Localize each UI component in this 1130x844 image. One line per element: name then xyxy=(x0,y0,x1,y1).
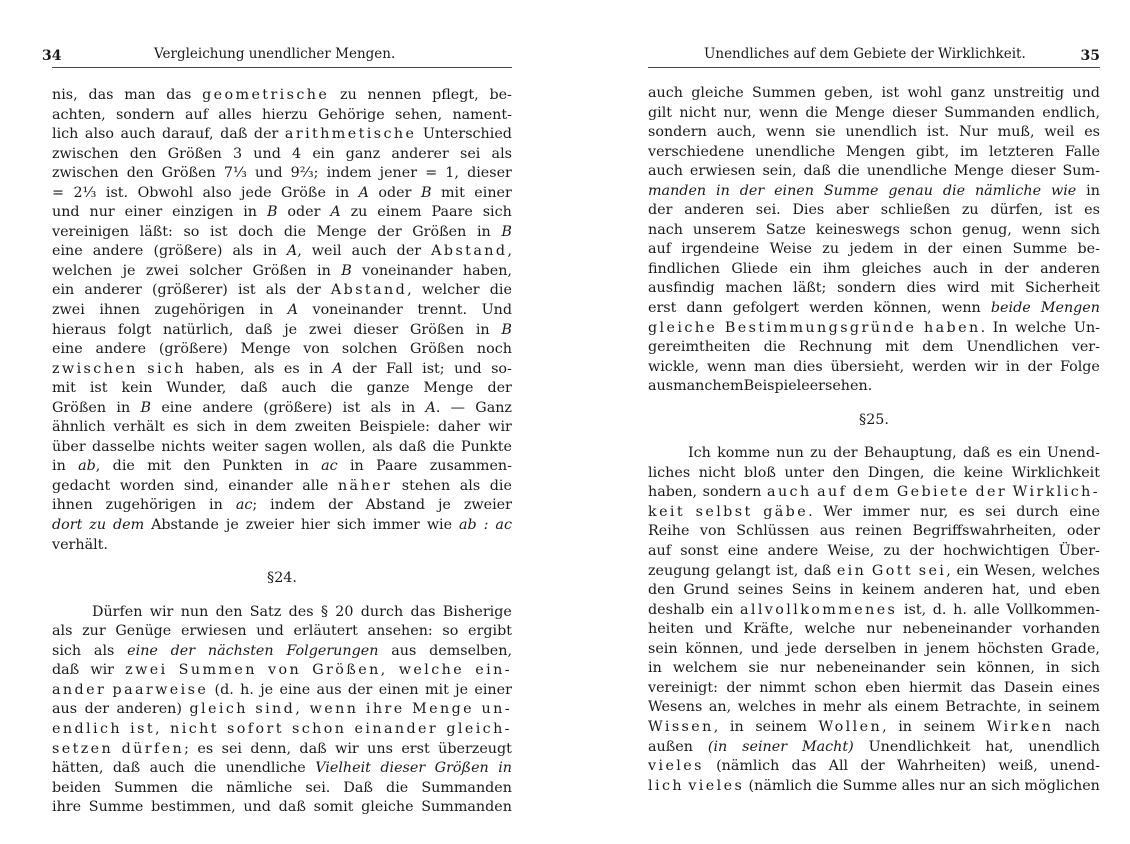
text-line: erst dann gefolgert werden können, wenn beide Mengen xyxy=(648,300,1100,317)
text-line: Wissen, in seinem Wollen, in seinem Wirken nach xyxy=(648,718,1100,735)
text-line: ihre Summe bestimmen, und daß somit gleiche Summanden xyxy=(52,799,512,816)
text-line: beiden Summen die nämliche sei. Daß die Summanden xyxy=(52,779,512,796)
left-page-header xyxy=(42,44,512,70)
left-header-rule xyxy=(52,67,512,68)
text-line: Wesens an, welches in mehr als einem Betrachte, in seinem xyxy=(648,699,1100,716)
text-line: liches nicht bloß unter den Dingen, die keine Wirklichkeit xyxy=(648,464,1100,481)
text-line: zwei ihnen zugehörigen in A voneinander trennt. Und xyxy=(52,302,512,319)
text-line: sich als eine der nächsten Folgerungen aus demselben, xyxy=(52,642,512,659)
right-page-text xyxy=(648,84,1100,796)
text-line: zeugung gelangt ist, daß ein Gott sei, ein Wesen, welches xyxy=(648,562,1100,579)
text-line: dort zu dem Abstande je zweier hier sich immer wie ab : ac xyxy=(52,517,512,534)
text-line: manden in der einen Summe genau die nämliche wie in xyxy=(648,182,1100,199)
text-line: ein anderer (größerer) ist als der Abstand, welcher die xyxy=(52,282,512,299)
text-line: achten, sondern auf alles hierzu Gehörige sehen, nament- xyxy=(52,106,512,123)
text-line: ihnen zugehörigen in ac; indem der Abstand je zweier xyxy=(52,497,512,514)
text-line: keit selbst gäbe. Wer immer nur, es sei durch eine xyxy=(648,503,1100,520)
text-line: gereimtheiten die Rechnung mit dem Unendlichen ver- xyxy=(648,339,1100,356)
text-line: Ich komme nun zu der Behauptung, daß es ein Unend- xyxy=(688,445,1100,462)
text-line: gilt nicht nur, wenn die Menge dieser Summanden endlich, xyxy=(648,104,1100,121)
text-line: haben, sondern auch auf dem Gebiete der Wirklich- xyxy=(648,484,1100,501)
right-header-rule xyxy=(648,67,1100,68)
text-line: heiten und Kräfte, welche nur nebeneinander vorhanden xyxy=(648,621,1100,638)
text-line: ander paarweise (d. h. je eine aus der einen mit je einer xyxy=(52,681,512,698)
text-line: in welchem sie nur nebeneinander sein können, in sich xyxy=(648,660,1100,677)
right-page-header xyxy=(648,44,1100,70)
text-line: auf sonst eine andere Weise, zu der hochwichtigen Über- xyxy=(648,543,1100,560)
text-line: vereinigt: der nimmt schon eben hiermit das Dasein eines xyxy=(648,679,1100,696)
text-line: setzen dürfen; es sei denn, daß wir uns erst überzeugt xyxy=(52,740,512,757)
text-line: daß wir zwei Summen von Größen, welche ein- xyxy=(52,662,512,679)
text-line: eine andere (größere) als in A, weil auch der Abstand, xyxy=(52,243,512,260)
text-line: lich also auch darauf, daß der arithmetische Unterschied xyxy=(52,126,512,143)
text-line: = 2⅓ ist. Obwohl also jede Größe in A oder B mit einer xyxy=(52,184,512,201)
text-line: vieles (nämlich das All der Wahrheiten) weiß, unend- xyxy=(648,758,1100,775)
text-line: der anderen sei. Dies aber schließen zu dürfen, ist es xyxy=(648,202,1100,219)
left-page-text xyxy=(52,86,512,818)
text-line: als zur Genüge erwiesen und erläutert ansehen: so ergibt xyxy=(52,623,512,640)
text-line: endlich ist, nicht sofort schon einander gleich- xyxy=(52,720,512,737)
right-page-number: 35 xyxy=(1080,48,1100,64)
text-line: ähnlich verhält es sich in dem zweiten Beispiele: daher wir xyxy=(52,419,512,436)
text-line: aus der anderen) gleich sind, wenn ihre Menge un- xyxy=(52,701,512,718)
section-heading: § 25. xyxy=(859,411,889,428)
text-line: nach unserem Satze keineswegs schon genug, wenn sich xyxy=(648,221,1100,238)
text-line: über dasselbe nichts weiter sagen wollen, als daß die Punkte xyxy=(52,438,512,455)
right-running-head: Unendliches auf dem Gebiete der Wirklichkeit. xyxy=(704,46,1026,62)
text-line: welchen je zwei solcher Größen in B voneinander haben, xyxy=(52,262,512,279)
text-line: findlichen Gliede ein ihm gleiches auch in der anderen xyxy=(648,260,1100,277)
text-line: Dürfen wir nun den Satz des § 20 durch das Bisherige xyxy=(92,603,512,620)
text-line: auch gleiche Summen geben, ist wohl ganz unstreitig und xyxy=(648,85,1100,101)
text-line: verhält. xyxy=(52,536,108,553)
left-running-head: Vergleichung unendlicher Mengen. xyxy=(154,46,396,62)
text-line: gleiche Bestimmungsgründe haben. In welche Un- xyxy=(648,319,1100,336)
left-page-number: 34 xyxy=(42,48,62,64)
text-line: aus manchem Beispiele ersehen. xyxy=(648,378,873,395)
text-line: wickle, wenn man dies übersieht, werden wir in der Folge xyxy=(648,358,1100,375)
text-line: zwischen sich haben, als es in A der Fall ist; und so- xyxy=(52,360,512,377)
text-line: mit ist kein Wunder, daß auch die ganze Menge der xyxy=(52,380,512,397)
text-line: sein können, und jede derselben in jenem höchsten Grade, xyxy=(648,640,1100,657)
text-line: auf irgendeine Weise zu jedem in der einen Summe be- xyxy=(648,241,1100,258)
text-line: hätten, daß auch die unendliche Vielheit dieser Größen in xyxy=(52,760,512,777)
text-line: hieraus folgt natürlich, daß je zwei dieser Größen in B xyxy=(52,321,512,338)
text-line: vereinigen läßt: so ist doch die Menge der Größen in B xyxy=(52,223,512,240)
text-line: zwischen den Größen 3 und 4 ein ganz anderer sei als xyxy=(52,145,512,162)
text-line: den Grund seines Seins in keinem anderen hat, und eben xyxy=(648,582,1100,599)
text-line: eine andere (größere) Menge von solchen Größen noch xyxy=(52,341,512,358)
text-line: zwischen den Größen 7⅓ und 9⅔; indem jener = 1, dieser xyxy=(52,165,512,182)
text-line: auch erwiesen sein, daß die unendliche Menge dieser Sum- xyxy=(648,163,1100,180)
text-line: nis, das man das geometrische zu nennen pflegt, be- xyxy=(52,87,512,103)
section-heading: § 24. xyxy=(267,570,297,587)
text-line: sondern auch, wenn sie unendlich ist. Nur muß, weil es xyxy=(648,124,1100,141)
text-line: ausfindig machen läßt; sondern dies wird mit Sicherheit xyxy=(648,280,1100,297)
text-line: gedacht worden sind, einander alle näher stehen als die xyxy=(52,477,512,494)
text-line: verschiedene unendliche Mengen gibt, im letzteren Falle xyxy=(648,143,1100,160)
right-page xyxy=(648,0,1100,844)
text-line: Reihe von Schlüssen aus reinen Begriffswahrheiten, oder xyxy=(648,523,1100,540)
text-line: in ab, die mit den Punkten in ac in Paare zusammen- xyxy=(52,458,512,475)
left-page xyxy=(42,0,512,844)
text-line: außen (in seiner Macht) Unendlichkeit hat, unendlich xyxy=(648,738,1100,755)
text-line: und nur einer einzigen in B oder A zu einem Paare sich xyxy=(52,204,512,221)
text-line: lich vieles (nämlich die Summe alles nur an sich möglichen xyxy=(648,777,1100,794)
text-line: Größen in B eine andere (größere) ist als in A. — Ganz xyxy=(52,399,512,416)
text-line: deshalb ein allvollkommenes ist, d. h. alle Vollkommen- xyxy=(648,601,1100,618)
